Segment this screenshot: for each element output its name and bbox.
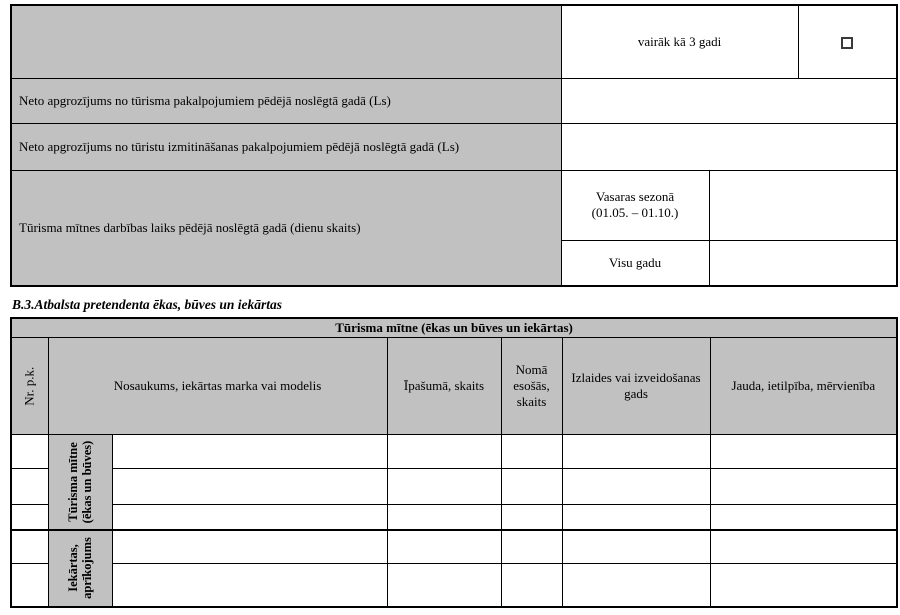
owned-cell[interactable] <box>387 530 501 564</box>
group-equipment-label: Iekārtas, aprīkojums <box>66 537 94 599</box>
summer-season-line2: (01.05. – 01.10.) <box>591 205 679 220</box>
col-header-capacity: Jauda, ietilpība, mērvienība <box>710 338 897 435</box>
nr-cell[interactable] <box>11 564 48 607</box>
name-cell[interactable] <box>112 564 387 607</box>
continuation-blank-cell <box>11 5 561 78</box>
all-year-label: Visu gadu <box>561 240 709 286</box>
year-cell[interactable] <box>562 469 710 505</box>
equipment-row <box>11 530 897 564</box>
group-premises-label: Tūrisma mītne (ēkas un būves) <box>66 440 94 524</box>
table-row <box>11 123 897 170</box>
capacity-cell[interactable] <box>710 469 897 505</box>
rented-cell[interactable] <box>501 530 562 564</box>
net-turnover-tourism-label: Neto apgrozījums no tūrisma pakalpojumiem pēdējā noslēgtā gadā (Ls) <box>11 78 561 123</box>
rented-cell[interactable] <box>501 435 562 469</box>
col-header-rented: Nomā esošās, skaits <box>501 338 562 435</box>
equipment-row <box>11 469 897 505</box>
summer-season-value-cell[interactable] <box>709 170 897 240</box>
table-row <box>11 5 897 78</box>
capacity-cell[interactable] <box>710 530 897 564</box>
more-than-3-years-checkbox[interactable] <box>841 37 853 49</box>
name-cell[interactable] <box>112 469 387 505</box>
all-year-value-cell[interactable] <box>709 240 897 286</box>
year-cell[interactable] <box>562 564 710 607</box>
equipment-table <box>10 317 898 608</box>
equipment-band-title: Tūrisma mītne (ēkas un būves un iekārtas) <box>11 318 897 338</box>
group-premises-cell <box>48 435 112 530</box>
rented-cell[interactable] <box>501 469 562 505</box>
capacity-cell[interactable] <box>710 505 897 530</box>
col-header-nr <box>11 338 48 435</box>
table-band-row <box>11 318 897 338</box>
owned-cell[interactable] <box>387 435 501 469</box>
equipment-row <box>11 505 897 530</box>
operating-data-table <box>10 4 898 287</box>
capacity-cell[interactable] <box>710 564 897 607</box>
table-header-row <box>11 338 897 435</box>
equipment-row <box>11 435 897 469</box>
net-turnover-accommodation-value-cell[interactable] <box>561 123 897 170</box>
year-cell[interactable] <box>562 435 710 469</box>
table-row <box>11 78 897 123</box>
group-equipment-cell <box>48 530 112 607</box>
owned-cell[interactable] <box>387 564 501 607</box>
name-cell[interactable] <box>112 435 387 469</box>
summer-season-label <box>561 170 709 240</box>
owned-cell[interactable] <box>387 505 501 530</box>
name-cell[interactable] <box>112 530 387 564</box>
summer-season-line1: Vasaras sezonā <box>595 189 675 204</box>
col-header-year: Izlaides vai izveidošanas gads <box>562 338 710 435</box>
checkbox-cell <box>798 5 897 78</box>
nr-cell[interactable] <box>11 530 48 564</box>
section-heading-b3: B.3.Atbalsta pretendenta ēkas, būves un iekārtas <box>12 297 283 312</box>
more-than-3-years-label: vairāk kā 3 gadi <box>561 5 798 78</box>
operating-time-label: Tūrisma mītnes darbības laiks pēdējā noslēgtā gadā (dienu skaits) <box>11 170 561 286</box>
col-header-owned: Īpašumā, skaits <box>387 338 501 435</box>
capacity-cell[interactable] <box>710 435 897 469</box>
net-turnover-tourism-value-cell[interactable] <box>561 78 897 123</box>
owned-cell[interactable] <box>387 469 501 505</box>
col-header-name: Nosaukums, iekārtas marka vai modelis <box>48 338 387 435</box>
rented-cell[interactable] <box>501 505 562 530</box>
name-cell[interactable] <box>112 505 387 530</box>
year-cell[interactable] <box>562 505 710 530</box>
col-header-nr-label: Nr. p.k. <box>21 366 37 406</box>
year-cell[interactable] <box>562 530 710 564</box>
rented-cell[interactable] <box>501 564 562 607</box>
net-turnover-accommodation-label: Neto apgrozījums no tūristu izmitināšanas pakalpojumiem pēdējā noslēgtā gadā (Ls) <box>11 123 561 170</box>
nr-cell[interactable] <box>11 505 48 530</box>
nr-cell[interactable] <box>11 435 48 469</box>
table-row <box>11 170 897 240</box>
nr-cell[interactable] <box>11 469 48 505</box>
equipment-row <box>11 564 897 607</box>
